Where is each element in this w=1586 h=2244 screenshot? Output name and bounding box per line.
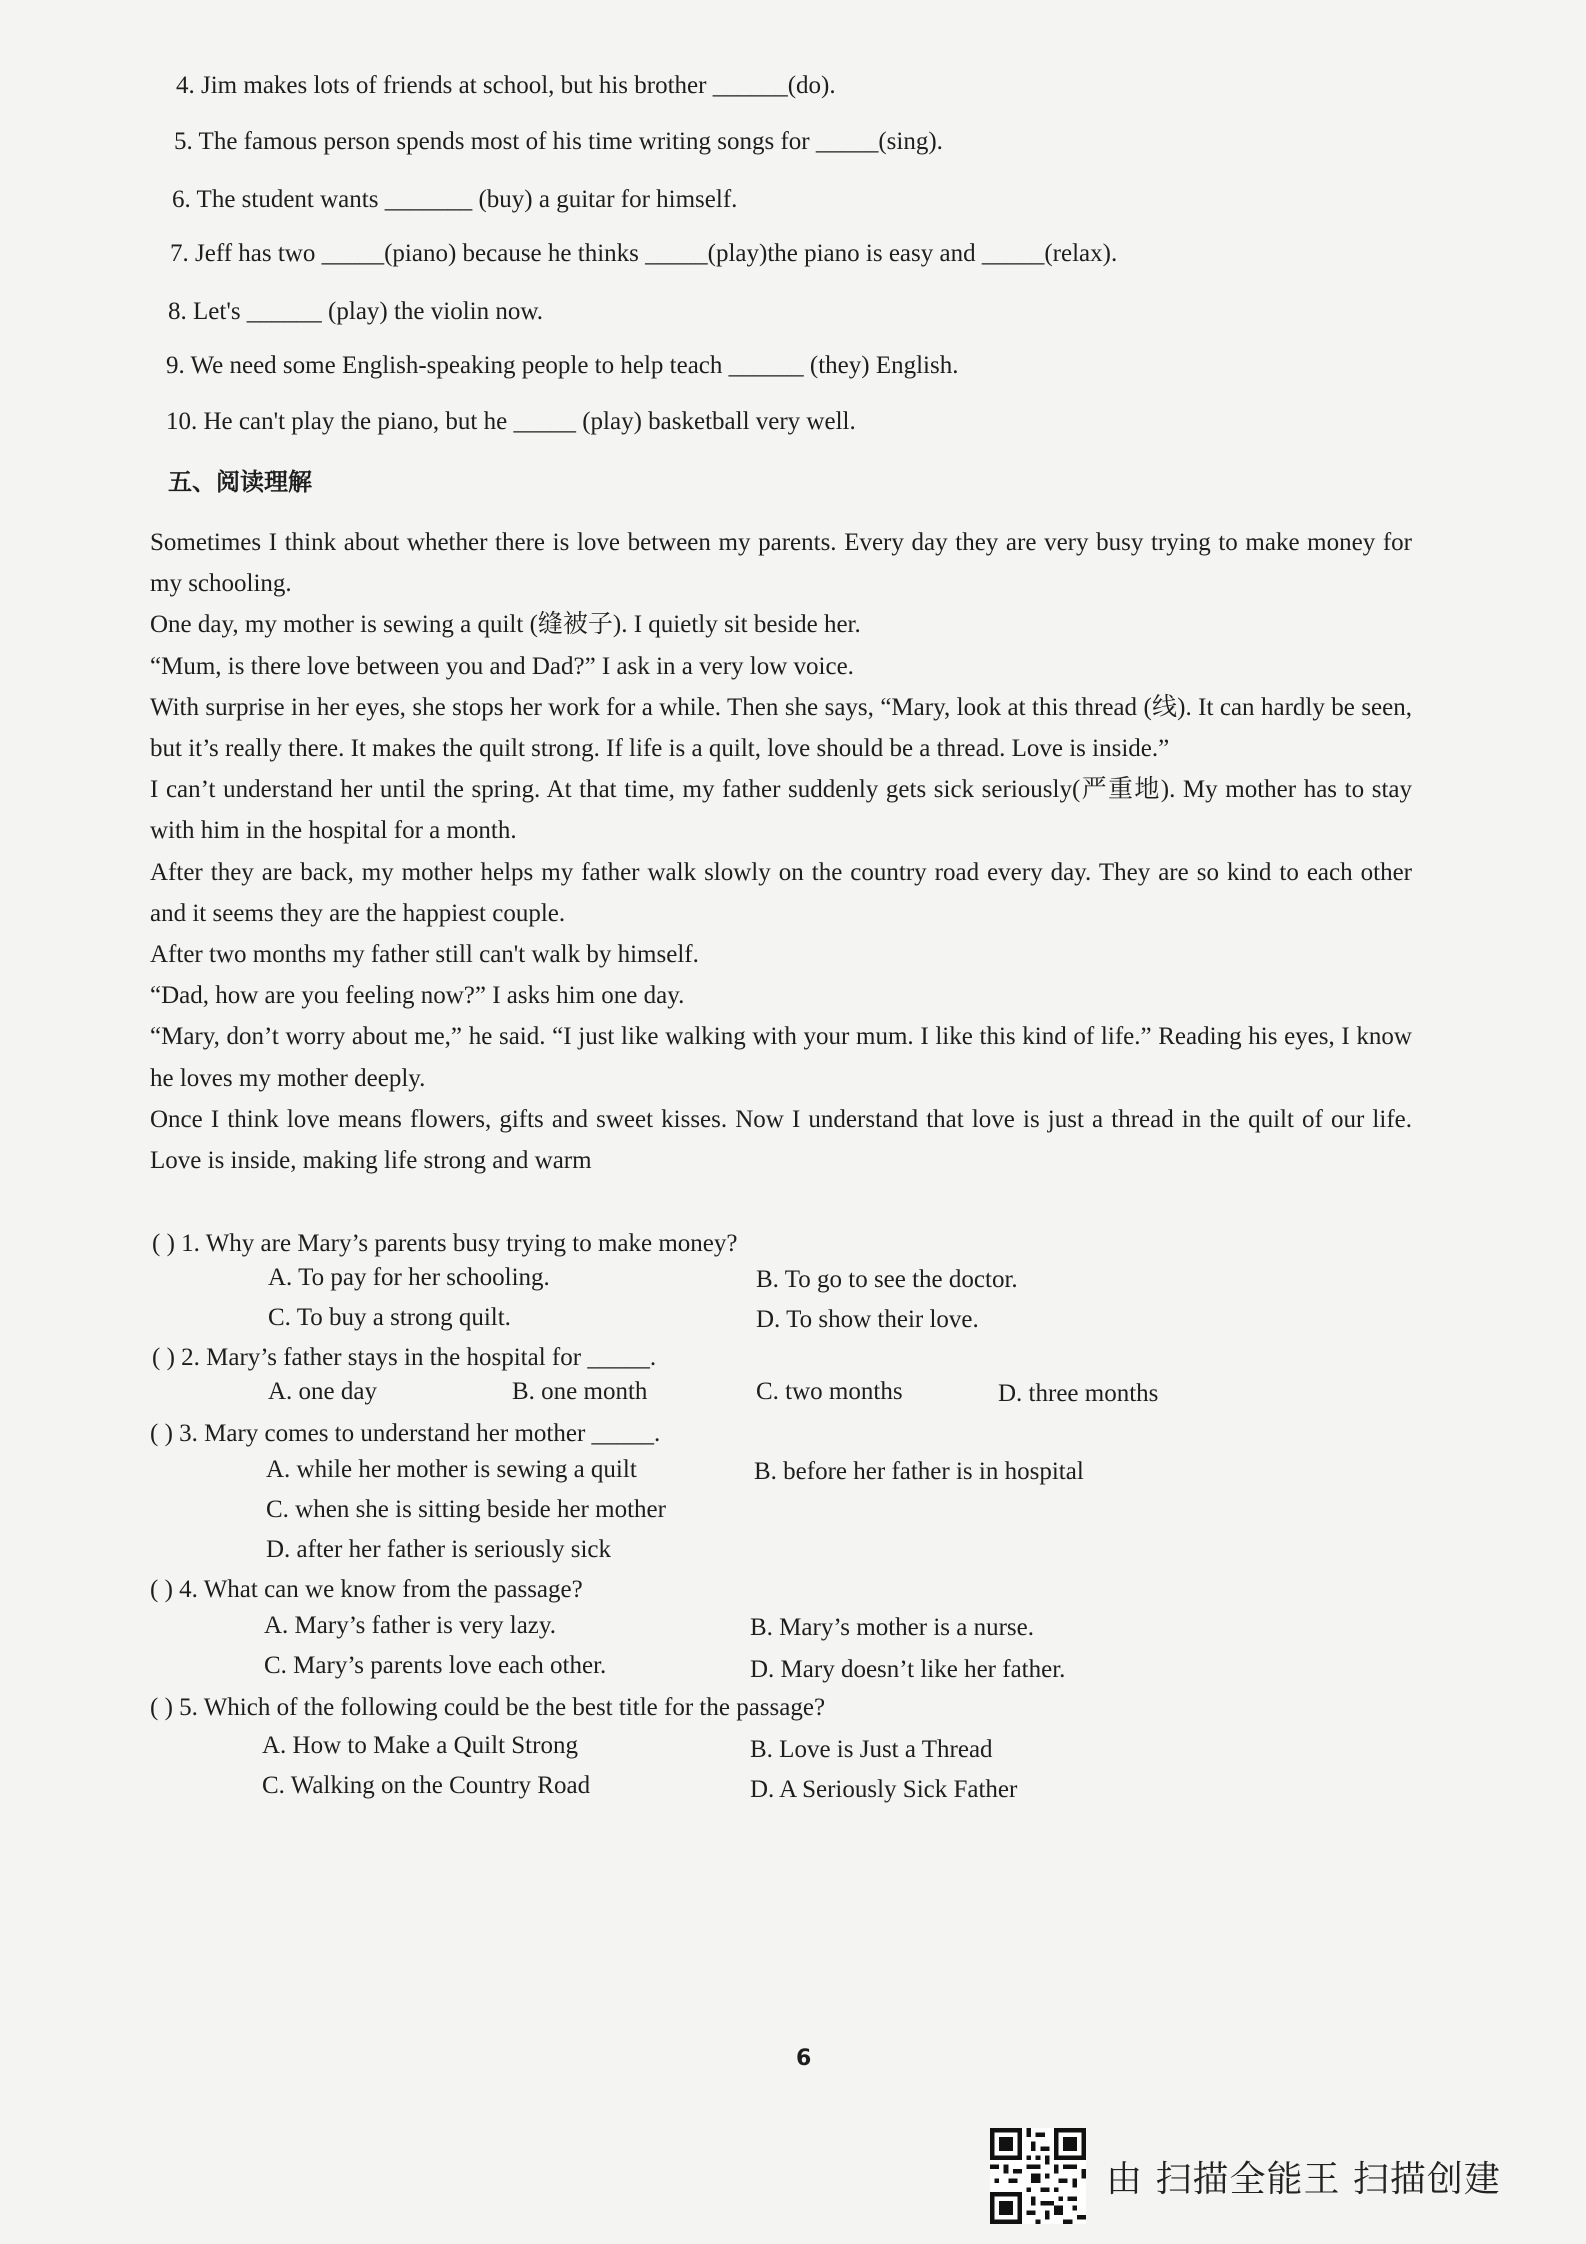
question-1-option-d: D. To show their love. [756,1306,979,1333]
question-3-option-c: C. when she is sitting beside her mother [266,1496,666,1523]
question-5-option-a: A. How to Make a Quilt Strong [262,1732,578,1759]
passage-paragraph: “Dad, how are you feeling now?” I asks him one day. [150,982,685,1010]
question-5-option-d: D. A Seriously Sick Father [750,1776,1018,1803]
fill-in-item-10: 10. He can't play the piano, but he _____ (play) basketball very well. [166,408,856,435]
question-1-option-b: B. To go to see the doctor. [756,1266,1018,1293]
question-5-option-b: B. Love is Just a Thread [750,1736,993,1763]
reading-passage [150,522,1412,1181]
question-1-option-a: A. To pay for her schooling. [268,1264,550,1291]
fill-in-item-6: 6. The student wants _______ (buy) a guitar for himself. [172,186,738,213]
scanner-watermark [990,2128,1501,2224]
question-4-option-a: A. Mary’s father is very lazy. [264,1612,557,1639]
question-3-option-b: B. before her father is in hospital [754,1458,1084,1485]
question-4-option-b: B. Mary’s mother is a nurse. [750,1614,1034,1641]
passage-paragraph: Sometimes I think about whether there is love between my parents. Every day they are very busy trying to make money for my schooling. [150,529,1412,598]
question-3-option-d: D. after her father is seriously sick [266,1536,612,1563]
passage-paragraph: After they are back, my mother helps my father walk slowly on the country road every day. They are so kind to each other and it seems they are the happiest couple. [150,858,1412,927]
question-4-option-c: C. Mary’s parents love each other. [264,1652,607,1679]
passage-paragraph: “Mary, don’t worry about me,” he said. “I just like walking with your mum. I like this kind of life.” Reading his eyes, I know he loves my mother deeply. [150,1023,1412,1092]
fill-in-item-4: 4. Jim makes lots of friends at school, but his brother ______(do). [176,72,836,99]
question-1-option-c: C. To buy a strong quilt. [268,1304,511,1331]
passage-paragraph: “Mum, is there love between you and Dad?” I ask in a very low voice. [150,652,854,680]
passage-paragraph: One day, my mother is sewing a quilt (缝被子). I quietly sit beside her. [150,611,861,639]
scanner-watermark-text: 由 扫描全能王 扫描创建 [1106,2158,1501,2200]
question-5-stem: ( ) 5. Which of the following could be the best title for the passage? [150,1694,826,1721]
question-2-option-c: C. two months [756,1378,903,1405]
question-4-stem: ( ) 4. What can we know from the passage? [150,1576,583,1603]
question-3-option-a: A. while her mother is sewing a quilt [266,1456,637,1483]
fill-in-item-8: 8. Let's ______ (play) the violin now. [168,298,544,325]
page-number: 6 [796,2046,812,2071]
qr-code-icon [990,2128,1086,2224]
question-4-option-d: D. Mary doesn’t like her father. [750,1656,1066,1683]
question-5-option-c: C. Walking on the Country Road [262,1772,591,1799]
passage-paragraph: After two months my father still can't walk by himself. [150,941,699,969]
passage-paragraph: Once I think love means flowers, gifts and sweet kisses. Now I understand that love is just a thread in the quilt of our life. Love is inside, making life strong and warm [150,1105,1412,1175]
fill-in-item-9: 9. We need some English-speaking people to help teach ______ (they) English. [166,352,959,379]
section-heading: 五、阅读理解 [168,468,312,496]
passage-paragraph: I can’t understand her until the spring. At that time, my father suddenly gets sick seriously(严重地). My mother has to stay with him in the hospital for a month. [150,776,1412,845]
fill-in-item-5: 5. The famous person spends most of his time writing songs for _____(sing). [174,128,943,155]
question-2-option-d: D. three months [998,1380,1159,1407]
question-2-option-b: B. one month [512,1378,648,1405]
question-2-stem: ( ) 2. Mary’s father stays in the hospital for _____. [152,1344,657,1371]
question-2-option-a: A. one day [268,1378,377,1405]
question-1-stem: ( ) 1. Why are Mary’s parents busy trying to make money? [152,1230,738,1257]
question-3-stem: ( ) 3. Mary comes to understand her mother _____. [150,1420,661,1447]
passage-paragraph: With surprise in her eyes, she stops her work for a while. Then she says, “Mary, look at this thread (线). It can hardly be seen, but it’s really there. It makes the quilt strong. If life is a quilt, love should be a thread. Love is inside.” [150,693,1412,763]
fill-in-item-7: 7. Jeff has two _____(piano) because he thinks _____(play)the piano is easy and _____(relax). [170,240,1118,267]
